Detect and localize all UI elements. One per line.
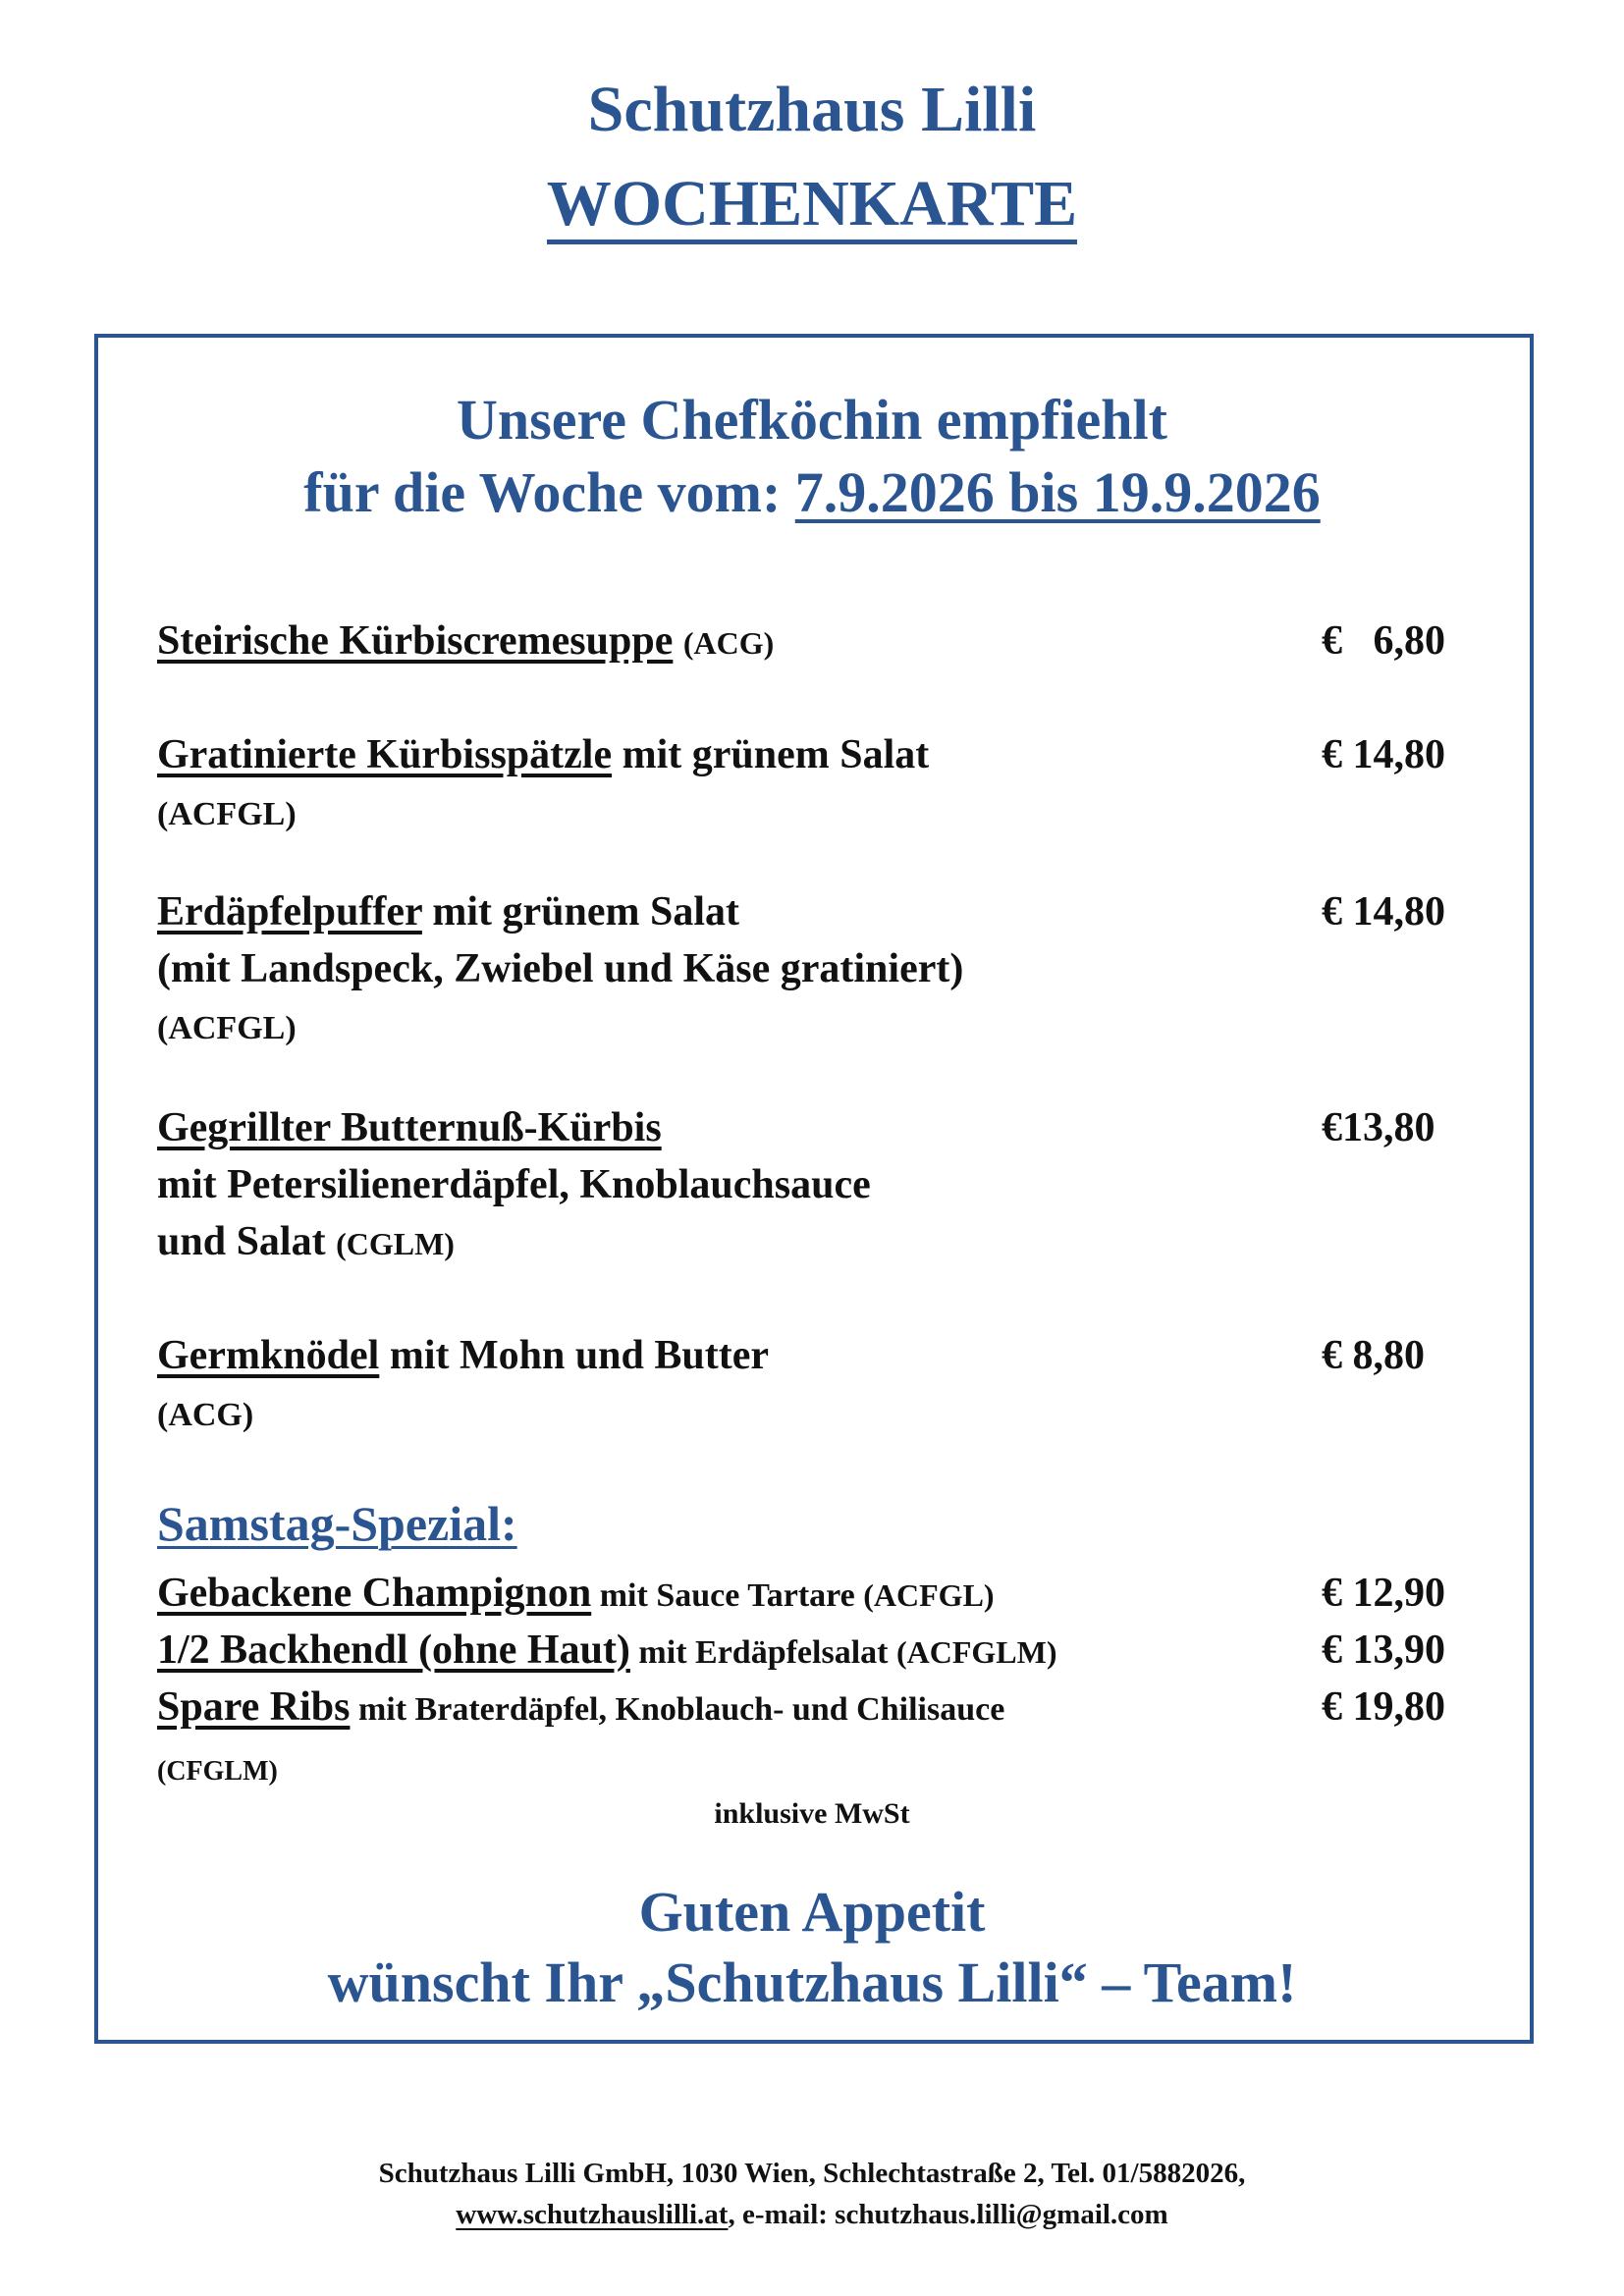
- special-heading: Samstag-Spezial:: [157, 1496, 517, 1551]
- dish-description: [673, 618, 683, 664]
- dish-name: Spare Ribs: [157, 1684, 351, 1730]
- menu-item: [157, 613, 774, 671]
- dish-price: € 6,80: [1322, 618, 1445, 664]
- website-link[interactable]: www.schutzhauslilli.at: [456, 2199, 729, 2230]
- special-item: [157, 1679, 1004, 1795]
- allergen-codes: (ACFGLM): [895, 1634, 1057, 1670]
- dish-price: €13,80: [1322, 1105, 1435, 1150]
- menu-title: [0, 165, 1624, 243]
- special-item: [157, 1622, 1056, 1682]
- week-prefix: für die Woche vom:: [303, 460, 795, 524]
- dish-name: Erdäpfelpuffer: [157, 889, 422, 934]
- vat-note: inklusive MwSt: [714, 1797, 910, 1830]
- closing-signature: wünscht Ihr „Schutzhaus Lilli“ – Team!: [327, 1950, 1297, 2014]
- dish-description: mit Sauce Tartare: [591, 1577, 864, 1614]
- dish-price: € 12,90: [1322, 1571, 1445, 1616]
- restaurant-title: Schutzhaus Lilli: [587, 74, 1037, 145]
- dish-description: mit Erdäpfelsalat: [629, 1634, 896, 1671]
- dish-description: mit grünem Salat: [421, 889, 740, 934]
- date-range: 7.9.2026 bis 19.9.2026: [794, 460, 1321, 524]
- dish-name: Gratinierte Kürbisspätzle: [157, 732, 613, 777]
- allergen-codes: (ACG): [157, 1397, 254, 1433]
- email-text: , e-mail: schutzhaus.lilli@gmail.com: [728, 2199, 1168, 2230]
- chef-recommendation: Unsere Chefköchin empfiehlt: [457, 388, 1167, 452]
- dish-price: € 13,90: [1322, 1628, 1445, 1673]
- dish-price: € 14,80: [1322, 889, 1445, 934]
- footer-address: Schutzhaus Lilli GmbH, 1030 Wien, Schlechtastraße 2, Tel. 01/5882026,: [378, 2158, 1246, 2189]
- allergen-codes: (ACFGL): [157, 796, 297, 832]
- dish-name: Gegrillter Butternuß-Kürbis: [157, 1105, 662, 1150]
- allergen-codes: (CGLM): [336, 1226, 455, 1261]
- dish-price: € 8,80: [1322, 1333, 1425, 1378]
- dish-name: 1/2 Backhendl (ohne Haut): [157, 1628, 630, 1673]
- week-line: [0, 457, 1624, 528]
- dish-details-2: und Salat: [157, 1219, 337, 1264]
- dish-name: Gebackene Champignon: [157, 1571, 592, 1616]
- menu-item: [157, 1327, 769, 1444]
- menu-item: [157, 1099, 871, 1272]
- dish-details: (mit Landspeck, Zwiebel und Käse gratiniert): [157, 946, 964, 991]
- allergen-codes: (ACG): [682, 625, 775, 661]
- dish-details: mit Petersilienerdäpfel, Knoblauchsauce: [157, 1162, 871, 1207]
- special-item: [157, 1565, 995, 1625]
- menu-item: [157, 883, 963, 1057]
- dish-description: mit Braterdäpfel, Knoblauch- und Chilisauce: [350, 1691, 1005, 1728]
- dish-description: mit grünem Salat: [612, 732, 930, 777]
- footer-contact: [0, 2195, 1624, 2234]
- menu-item: [157, 726, 929, 843]
- dish-price: € 19,80: [1322, 1684, 1445, 1730]
- dish-price: € 14,80: [1322, 732, 1445, 777]
- dish-name: Germknödel: [157, 1333, 380, 1378]
- menu-title-text: WOCHENKARTE: [547, 168, 1077, 244]
- closing-greeting: Guten Appetit: [638, 1880, 986, 1944]
- dish-description: mit Mohn und Butter: [379, 1333, 770, 1378]
- allergen-codes: (CFGLM): [157, 1756, 278, 1787]
- dish-name: Steirische Kürbiscremesuppe: [157, 618, 674, 664]
- allergen-codes: (ACFGL): [157, 1010, 297, 1046]
- allergen-codes: (ACFGL): [863, 1577, 995, 1613]
